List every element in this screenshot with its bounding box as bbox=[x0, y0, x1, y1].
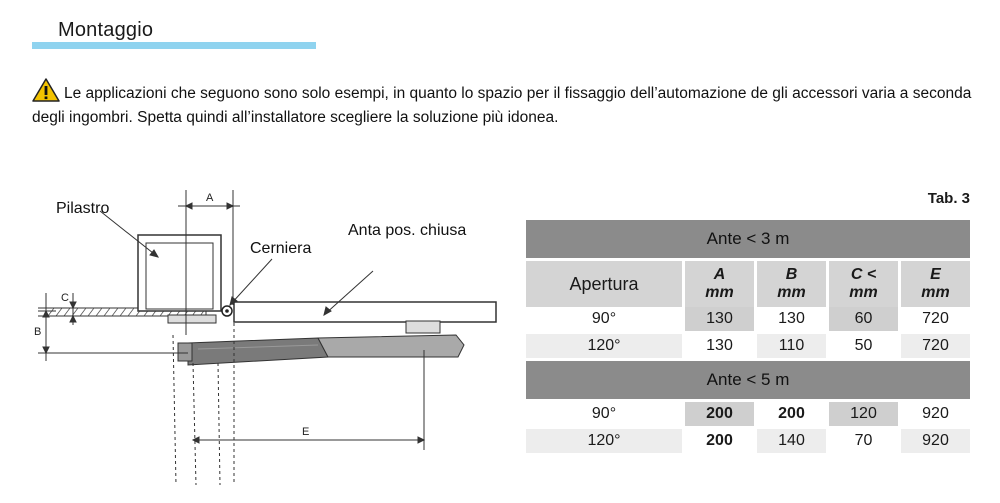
label-dim-c: C bbox=[61, 292, 69, 304]
cell-b: 110 bbox=[754, 334, 826, 361]
front-bracket bbox=[406, 321, 440, 333]
group-header-row bbox=[526, 220, 970, 261]
warning-note bbox=[32, 78, 972, 130]
header-a: A mm bbox=[682, 261, 754, 307]
label-dim-a: A bbox=[206, 192, 214, 204]
cell-apertura: 90° bbox=[526, 307, 682, 334]
cell-e: 720 bbox=[898, 334, 970, 361]
title-underline-bar bbox=[32, 42, 316, 49]
cell-e: 920 bbox=[898, 429, 970, 456]
cell-e: 920 bbox=[898, 402, 970, 429]
group-title: Ante < 5 m bbox=[526, 361, 970, 402]
label-dim-e: E bbox=[302, 426, 310, 438]
warning-triangle-icon bbox=[32, 78, 60, 102]
gate-leaf bbox=[234, 302, 496, 322]
cell-c: 70 bbox=[826, 429, 898, 456]
cell-c: 60 bbox=[826, 307, 898, 334]
warning-text: Le applicazioni che seguono sono solo esempi, in quanto lo spazio per il fissaggio dell’automazione de gli accessori varia a seconda degli ingombri. Spetta quindi all’installatore scegliere la soluzione più idonea. bbox=[32, 85, 972, 126]
cell-a: 130 bbox=[682, 307, 754, 334]
cell-c: 120 bbox=[826, 402, 898, 429]
cell-e: 720 bbox=[898, 307, 970, 334]
rear-bracket bbox=[168, 315, 216, 323]
cell-apertura: 120° bbox=[526, 334, 682, 361]
label-cerniera: Cerniera bbox=[250, 240, 312, 257]
label-anta: Anta pos. chiusa bbox=[348, 222, 467, 239]
table-label: Tab. 3 bbox=[927, 190, 970, 207]
cell-b: 200 bbox=[754, 402, 826, 429]
cell-a: 200 bbox=[682, 429, 754, 456]
table-row bbox=[526, 307, 970, 334]
column-header-row bbox=[526, 261, 970, 307]
cell-apertura: 90° bbox=[526, 402, 682, 429]
actuator bbox=[178, 335, 464, 365]
group-header-row bbox=[526, 361, 970, 402]
installation-diagram bbox=[28, 185, 498, 490]
group-title: Ante < 3 m bbox=[526, 220, 970, 261]
cell-apertura: 120° bbox=[526, 429, 682, 456]
label-dim-b: B bbox=[34, 326, 42, 338]
header-c: C < mm bbox=[826, 261, 898, 307]
table-row bbox=[526, 334, 970, 361]
header-e: E mm bbox=[898, 261, 970, 307]
cell-a: 130 bbox=[682, 334, 754, 361]
cell-a: 200 bbox=[682, 402, 754, 429]
cell-b: 130 bbox=[754, 307, 826, 334]
spec-table bbox=[526, 220, 970, 456]
dimension-b bbox=[38, 311, 188, 361]
cell-b: 140 bbox=[754, 429, 826, 456]
table-row bbox=[526, 429, 970, 456]
table-row bbox=[526, 402, 970, 429]
header-b: B mm bbox=[754, 261, 826, 307]
label-pilastro: Pilastro bbox=[56, 200, 110, 217]
header-apertura: Apertura bbox=[526, 261, 682, 307]
section-title: Montaggio bbox=[58, 19, 154, 41]
cell-c: 50 bbox=[826, 334, 898, 361]
